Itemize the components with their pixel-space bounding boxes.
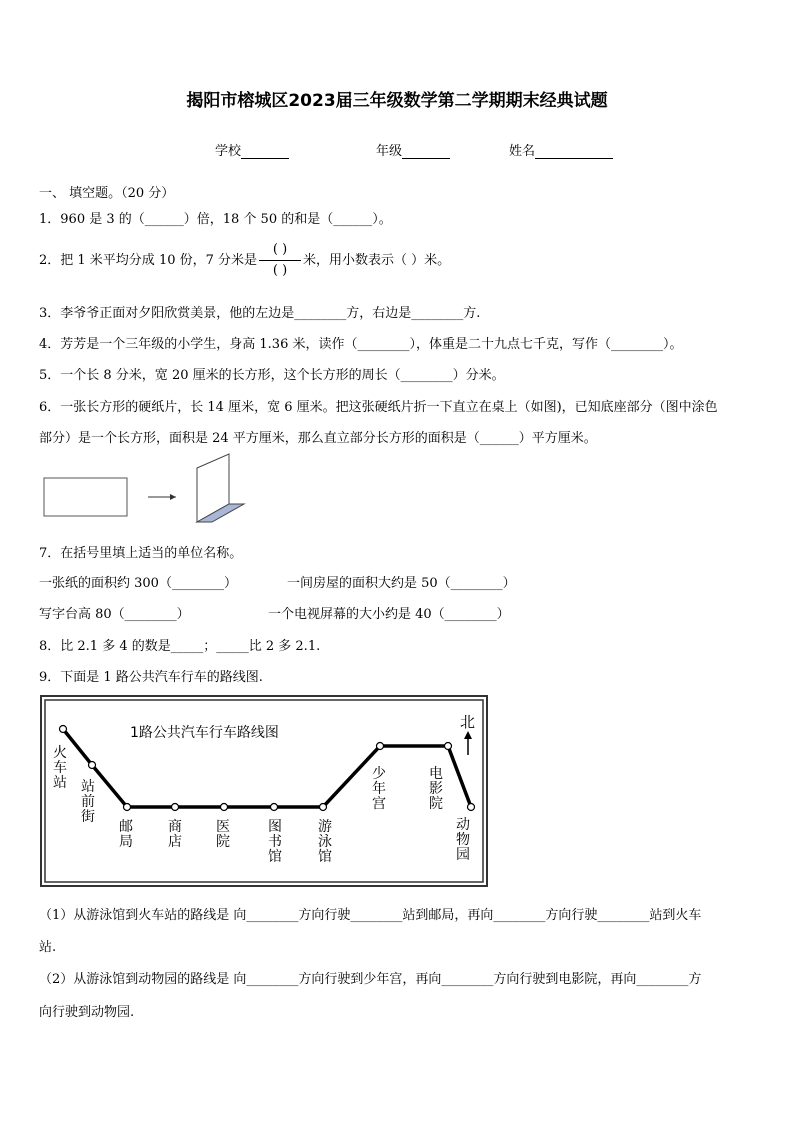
fraction-numerator: ( ) — [272, 242, 288, 257]
stop-label: 游泳馆 — [318, 819, 332, 865]
question-9-sub2-line1: （2）从游泳馆到动物园的路线是 向________方向行驶到少年宫，再向________方向行驶到电影院，再向________方 — [39, 972, 702, 987]
name-blank[interactable] — [535, 144, 613, 159]
fraction-denominator: ( ) — [272, 263, 288, 278]
question-5: 5．一个长 8 分米，宽 20 厘米的长方形，这个长方形的周长（________）分米。 — [39, 368, 505, 383]
question-7-d: 一个电视屏幕的大小约是 40（________） — [268, 607, 510, 622]
grade-blank[interactable] — [402, 144, 450, 159]
map-title: 1路公共汽车行车路线图 — [130, 725, 279, 741]
grade-field — [376, 140, 450, 159]
fold-figure — [40, 450, 250, 530]
stop-dot — [377, 743, 384, 750]
question-2 — [39, 242, 450, 279]
question-9: 9．下面是 1 路公共汽车行车的路线图. — [39, 670, 263, 685]
stop-label: 动物园 — [456, 817, 470, 863]
stop-dot — [89, 762, 96, 769]
bus-route-map — [40, 695, 490, 888]
stop-dot — [320, 804, 327, 811]
question-2-suffix: 米，用小数表示（ ）米。 — [303, 253, 451, 268]
question-1: 1．960 是 3 的（______）倍，18 个 50 的和是（______）。 — [39, 212, 392, 227]
question-4: 4．芳芳是一个三年级的小学生，身高 1.36 米，读作（________），体重是二十九点七千克，写作（________）。 — [39, 337, 683, 352]
question-3: 3．李爷爷正面对夕阳欣赏美景，他的左边是________方，右边是________方. — [39, 306, 481, 321]
question-7-a: 一张纸的面积约 300（________） — [39, 576, 237, 591]
name-label: 姓名 — [509, 144, 536, 159]
question-9-sub1-line1: （1）从游泳馆到火车站的路线是 向________方向行驶________站到邮局，再向________方向行驶________站到火车 — [39, 908, 702, 923]
question-8: 8．比 2.1 多 4 的数是_____；_____比 2 多 2.1. — [39, 639, 321, 654]
stop-dot — [172, 804, 179, 811]
stop-dot — [445, 743, 452, 750]
question-7: 7．在括号里填上适当的单位名称。 — [39, 546, 243, 561]
question-9-sub2-line2: 向行驶到动物园. — [39, 1005, 135, 1020]
stop-label: 电影院 — [429, 766, 443, 812]
name-field — [509, 140, 613, 159]
page-title: 揭阳市榕城区2023届三年级数学第二学期期末经典试题 — [186, 91, 608, 111]
question-6-line1: 6．一张长方形的硬纸片，长 14 厘米，宽 6 厘米。把这张硬纸片折一下直立在桌上（如图)，已知底座部分（图中涂色 — [39, 400, 718, 415]
grade-label: 年级 — [376, 144, 403, 159]
school-label: 学校 — [215, 144, 242, 159]
stop-dot — [271, 804, 278, 811]
stop-dot — [221, 804, 228, 811]
shaded-base — [197, 504, 244, 522]
flat-rectangle — [44, 478, 127, 516]
stop-label: 邮局 — [119, 819, 133, 850]
stop-label: 火车站 — [53, 745, 67, 791]
north-label: 北 — [460, 713, 476, 731]
stop-label: 站前街 — [81, 779, 95, 825]
question-7-c: 写字台高 80（________） — [39, 607, 190, 622]
stop-dot — [124, 804, 131, 811]
school-field — [215, 140, 289, 159]
stop-label: 少年宫 — [372, 766, 386, 812]
question-2-prefix: 2．把 1 米平均分成 10 份，7 分米是 — [39, 253, 258, 268]
section-heading: 一、 填空题。（20 分） — [39, 186, 175, 201]
stop-dot — [60, 726, 67, 733]
stop-dot — [468, 804, 475, 811]
stop-label: 医院 — [216, 819, 230, 850]
fraction — [259, 242, 301, 279]
school-blank[interactable] — [241, 144, 289, 159]
arrow-head-icon — [170, 494, 176, 500]
question-7-b: 一间房屋的面积大约是 50（________） — [287, 576, 516, 591]
stop-label: 商店 — [168, 819, 182, 850]
fraction-bar — [259, 260, 301, 261]
question-9-sub1-line2: 站. — [39, 940, 57, 955]
question-6-line2: 部分）是一个长方形，面积是 24 平方厘米，那么直立部分长方形的面积是（______）平方厘米。 — [39, 431, 597, 446]
stop-label: 图书馆 — [268, 819, 282, 865]
